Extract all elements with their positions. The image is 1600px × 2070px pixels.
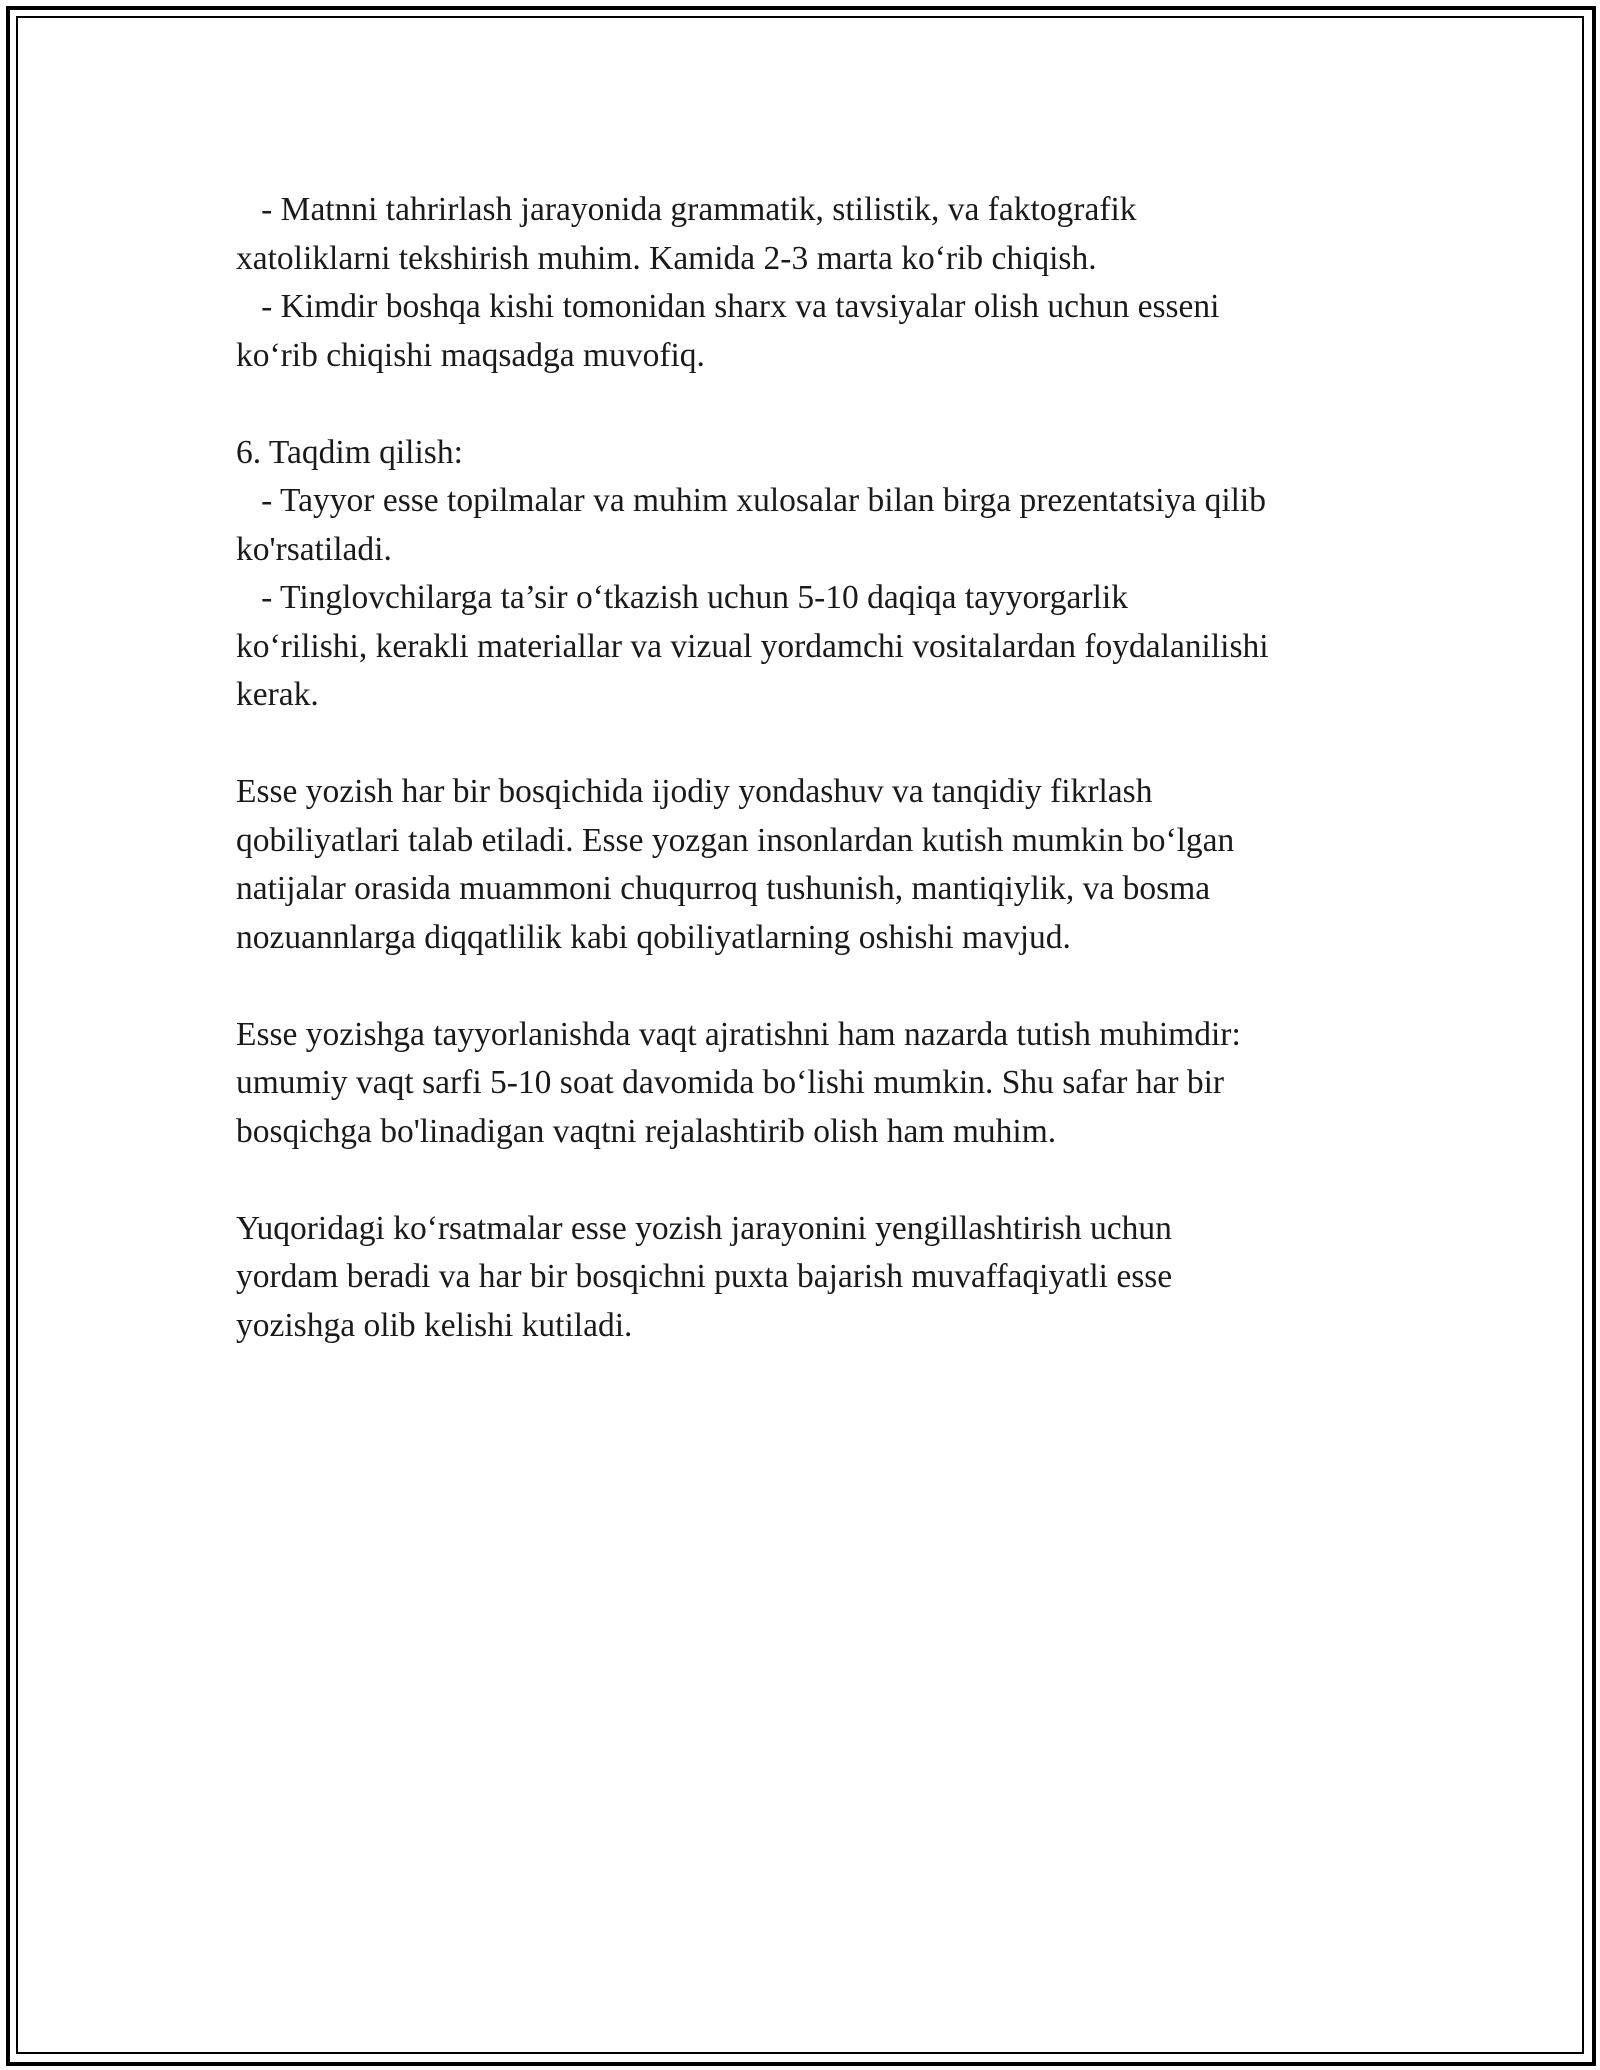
text-line: - Tayyor esse topilmalar va muhim xulosalar bilan birga prezentatsiya qilib bbox=[236, 482, 1266, 519]
text-line: - Kimdir boshqa kishi tomonidan sharx va tavsiyalar olish uchun esseni bbox=[236, 288, 1220, 325]
text-line: ko'rsatiladi. bbox=[236, 530, 392, 568]
document-body bbox=[236, 186, 1396, 1350]
text-line: qobiliyatlari talab etiladi. Esse yozgan insonlardan kutish mumkin bo‘lgan bbox=[236, 821, 1235, 859]
paragraph-gap bbox=[236, 1156, 1396, 1205]
paragraph-gap bbox=[236, 962, 1396, 1011]
text-line: yozishga olib kelishi kutiladi. bbox=[236, 1306, 633, 1344]
section-heading: 6. Taqdim qilish: bbox=[236, 433, 463, 471]
paragraph-gap bbox=[236, 380, 1396, 429]
text-line: natijalar orasida muammoni chuqurroq tushunish, mantiqiylik, va bosma bbox=[236, 870, 1211, 907]
text-line: Esse yozishga tayyorlanishda vaqt ajratishni ham nazarda tutish muhimdir: bbox=[236, 1015, 1241, 1053]
text-line: bosqichga bo'linadigan vaqtni rejalashtirib olish ham muhim. bbox=[236, 1112, 1057, 1150]
text-line: umumiy vaqt sarfi 5-10 soat davomida bo‘lishi mumkin. Shu safar har bir bbox=[236, 1064, 1225, 1101]
text-line: kerak. bbox=[236, 676, 319, 713]
text-line: - Tinglovchilarga ta’sir o‘tkazish uchun 5-10 daqiqa tayyorgarlik bbox=[236, 579, 1128, 616]
text-line: Yuqoridagi ko‘rsatmalar esse yozish jarayonini yengillashtirish uchun bbox=[236, 1209, 1172, 1247]
text-line: - Matnni tahrirlash jarayonida grammatik, stilistik, va faktografik bbox=[236, 191, 1137, 228]
text-line: Esse yozish har bir bosqichida ijodiy yondashuv va tanqidiy fikrlash bbox=[236, 773, 1153, 810]
text-line: xatoliklarni tekshirish muhim. Kamida 2-3 marta ko‘rib chiqish. bbox=[236, 239, 1097, 277]
text-line: ko‘rib chiqishi maqsadga muvofiq. bbox=[236, 336, 705, 374]
text-line: yordam beradi va har bir bosqichni puxta bajarish muvaffaqiyatli esse bbox=[236, 1258, 1173, 1295]
text-line: nozuannlarga diqqatlilik kabi qobiliyatlarning oshishi mavjud. bbox=[236, 918, 1071, 956]
paragraph-gap bbox=[236, 720, 1396, 769]
text-line: ko‘rilishi, kerakli materiallar va vizual yordamchi vositalardan foydalanilishi bbox=[236, 627, 1269, 665]
